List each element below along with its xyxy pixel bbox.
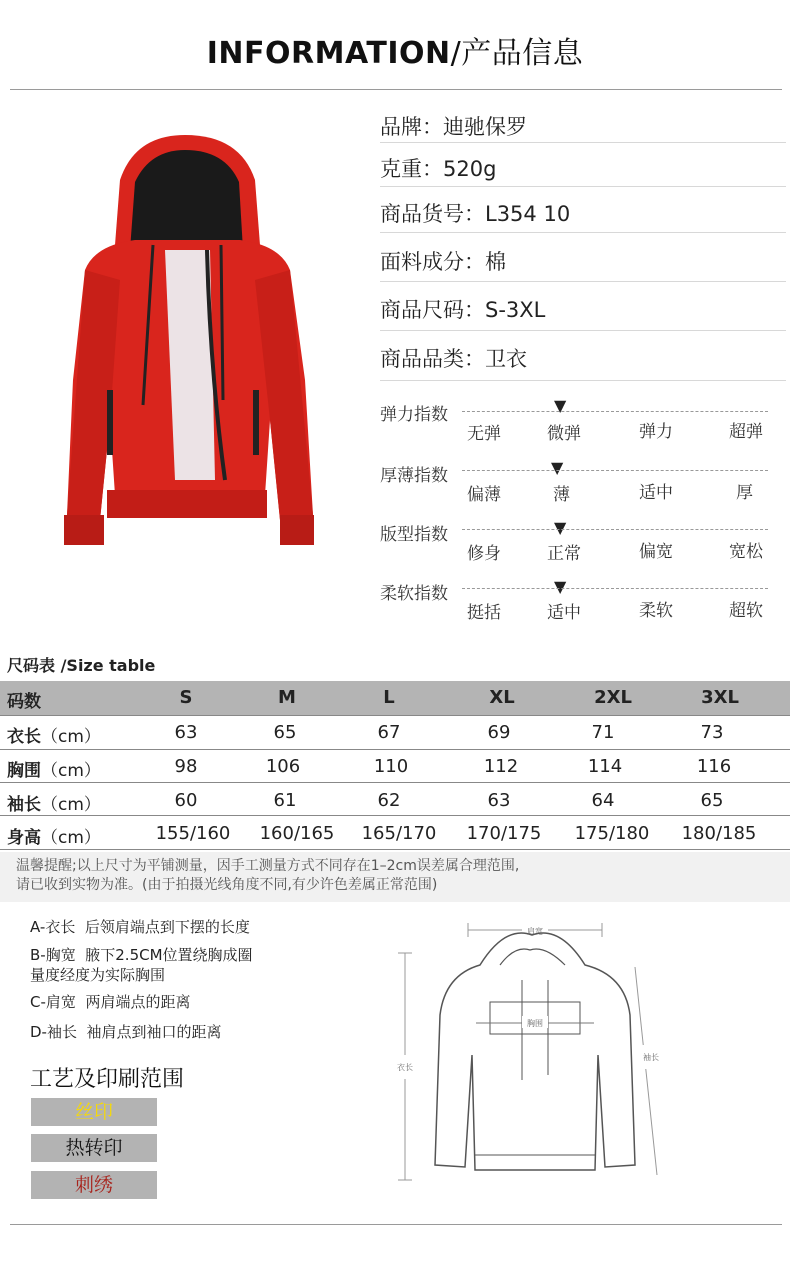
attr-category: 商品品类：卫衣 (380, 347, 527, 371)
definition-key: D-袖长 (30, 1023, 77, 1041)
attr-divider (380, 186, 786, 187)
table-cell: 60 (174, 790, 198, 811)
table-cell: 160/165 (259, 823, 335, 844)
elasticity-dashline (462, 411, 768, 412)
bottom-divider (10, 1224, 782, 1225)
row-unit: （cm） (41, 828, 101, 848)
craft-screen-print: 丝印 (31, 1098, 157, 1126)
size-header-cell: M (278, 687, 296, 708)
craft-embroidery: 刺绣 (31, 1171, 157, 1199)
chest-label: 胸围 (527, 1019, 543, 1028)
measurement-diagram (380, 905, 670, 1195)
length-label: 衣长 (397, 1063, 413, 1072)
elasticity-option: 无弹 (467, 424, 501, 444)
table-cell: 65 (700, 790, 724, 811)
row-unit: （cm） (41, 761, 101, 781)
table-cell: 155/160 (155, 823, 231, 844)
table-cell: 116 (696, 756, 732, 777)
shoulder-label: 肩宽 (527, 927, 543, 936)
fit-option: 修身 (467, 544, 501, 564)
attr-divider (380, 142, 786, 143)
table-cell: 114 (587, 756, 623, 777)
definition-length (30, 917, 250, 937)
title-en: INFORMATION (206, 36, 451, 71)
thickness-index-label: 厚薄指数 (380, 466, 448, 486)
definition-key: B-胸宽 (30, 946, 76, 964)
attr-divider (380, 281, 786, 282)
thickness-marker-icon: ▼ (551, 458, 564, 477)
size-header-cell: S (179, 687, 193, 708)
row-unit: （cm） (41, 795, 101, 815)
definition-text: 两肩端点的距离 (85, 993, 191, 1011)
table-cell: 73 (700, 722, 724, 743)
softness-index-label: 柔软指数 (380, 584, 448, 604)
table-row-line (0, 715, 790, 716)
size-header-cell: 2XL (594, 687, 632, 708)
row-unit: （cm） (41, 727, 101, 747)
product-image (25, 120, 345, 560)
table-cell: 165/170 (361, 823, 437, 844)
table-cell: 98 (174, 756, 198, 777)
size-header-cell: 3XL (701, 687, 739, 708)
softness-option: 挺括 (467, 603, 501, 623)
definition-shoulder (30, 992, 190, 1012)
attr-brand: 品牌：迪驰保罗 (380, 115, 527, 139)
note-line: 请已收到实物为准。(由于拍摄光线角度不同,有少许色差属正常范围) (16, 877, 438, 893)
hoodie-sketch-icon (380, 905, 670, 1195)
definition-text: 袖肩点到袖口的距离 (86, 1023, 222, 1041)
definition-chest (30, 945, 253, 985)
sleeve-label: 袖长 (643, 1053, 659, 1062)
craft-title: 工艺及印刷范围 (30, 1067, 185, 1092)
table-cell: 175/180 (574, 823, 650, 844)
table-row-line (0, 815, 790, 816)
thickness-dashline (462, 470, 768, 471)
size-header-cell: XL (489, 687, 515, 708)
table-cell: 69 (487, 722, 511, 743)
elasticity-marker-icon: ▼ (554, 396, 567, 415)
softness-option: 柔软 (639, 601, 673, 621)
table-cell: 63 (174, 722, 198, 743)
table-row-label (7, 823, 101, 848)
red-hoodie-image (25, 120, 345, 560)
definition-text: 腋下2.5CM位置绕胸成圈 (85, 946, 253, 964)
definition-text: 量度经度为实际胸围 (30, 966, 166, 984)
top-divider (10, 89, 782, 90)
table-row-label (7, 722, 101, 747)
table-cell: 71 (591, 722, 615, 743)
attr-divider (380, 232, 786, 233)
size-table-title: 尺码表 /Size table (7, 656, 156, 675)
measurement-note (16, 857, 519, 895)
table-cell: 64 (591, 790, 615, 811)
fit-index-label: 版型指数 (380, 525, 448, 545)
table-cell: 106 (265, 756, 301, 777)
row-label-chest: 胸围 (7, 761, 41, 781)
attr-fabric: 面料成分：棉 (380, 250, 506, 274)
row-label-length: 衣长 (7, 727, 41, 747)
attr-size-range: 商品尺码：S-3XL (380, 298, 546, 322)
page-title (0, 28, 790, 72)
elasticity-option: 弹力 (639, 422, 673, 442)
definition-key: C-肩宽 (30, 993, 76, 1011)
table-cell: 112 (483, 756, 519, 777)
table-row-label (7, 756, 101, 781)
table-cell: 63 (487, 790, 511, 811)
size-header-cell: L (383, 687, 395, 708)
row-label-height: 身高 (7, 828, 41, 848)
table-cell: 62 (377, 790, 401, 811)
table-cell: 67 (377, 722, 401, 743)
definition-sleeve (30, 1022, 222, 1042)
row-label-sleeve: 袖长 (7, 795, 41, 815)
thickness-option: 厚 (736, 483, 753, 503)
attr-divider (380, 330, 786, 331)
fit-dashline (462, 529, 768, 530)
attr-divider (380, 380, 786, 381)
elasticity-index-label: 弹力指数 (380, 405, 448, 425)
note-line: 温馨提醒;以上尺寸为平铺测量，因手工测量方式不同存在1–2cm误差属合理范围, (16, 858, 520, 874)
fit-marker-icon: ▼ (554, 518, 567, 537)
craft-heat-transfer: 热转印 (31, 1134, 157, 1162)
softness-dashline (462, 588, 768, 589)
thickness-option: 适中 (639, 483, 673, 503)
table-cell: 170/175 (466, 823, 542, 844)
table-cell: 61 (273, 790, 297, 811)
table-cell: 65 (273, 722, 297, 743)
table-row-label (7, 790, 101, 815)
softness-option: 适中 (547, 603, 581, 623)
definition-key: A-衣长 (30, 918, 76, 936)
softness-marker-icon: ▼ (554, 577, 567, 596)
softness-option: 超软 (729, 601, 763, 621)
thickness-option: 偏薄 (467, 485, 501, 505)
fit-option: 宽松 (729, 542, 763, 562)
fit-option: 偏宽 (639, 542, 673, 562)
attr-weight: 克重：520g (380, 157, 497, 181)
title-cn: /产品信息 (450, 36, 584, 71)
size-header-label: 码数 (7, 692, 41, 712)
elasticity-option: 微弹 (547, 424, 581, 444)
table-cell: 110 (373, 756, 409, 777)
definition-text: 后领肩端点到下摆的长度 (84, 918, 250, 936)
elasticity-option: 超弹 (729, 422, 763, 442)
table-cell: 180/185 (681, 823, 757, 844)
table-row-line (0, 849, 790, 850)
thickness-option: 薄 (553, 485, 570, 505)
table-row-line (0, 782, 790, 783)
attr-sku: 商品货号：L354 10 (380, 202, 571, 226)
fit-option: 正常 (547, 544, 581, 564)
table-row-line (0, 749, 790, 750)
